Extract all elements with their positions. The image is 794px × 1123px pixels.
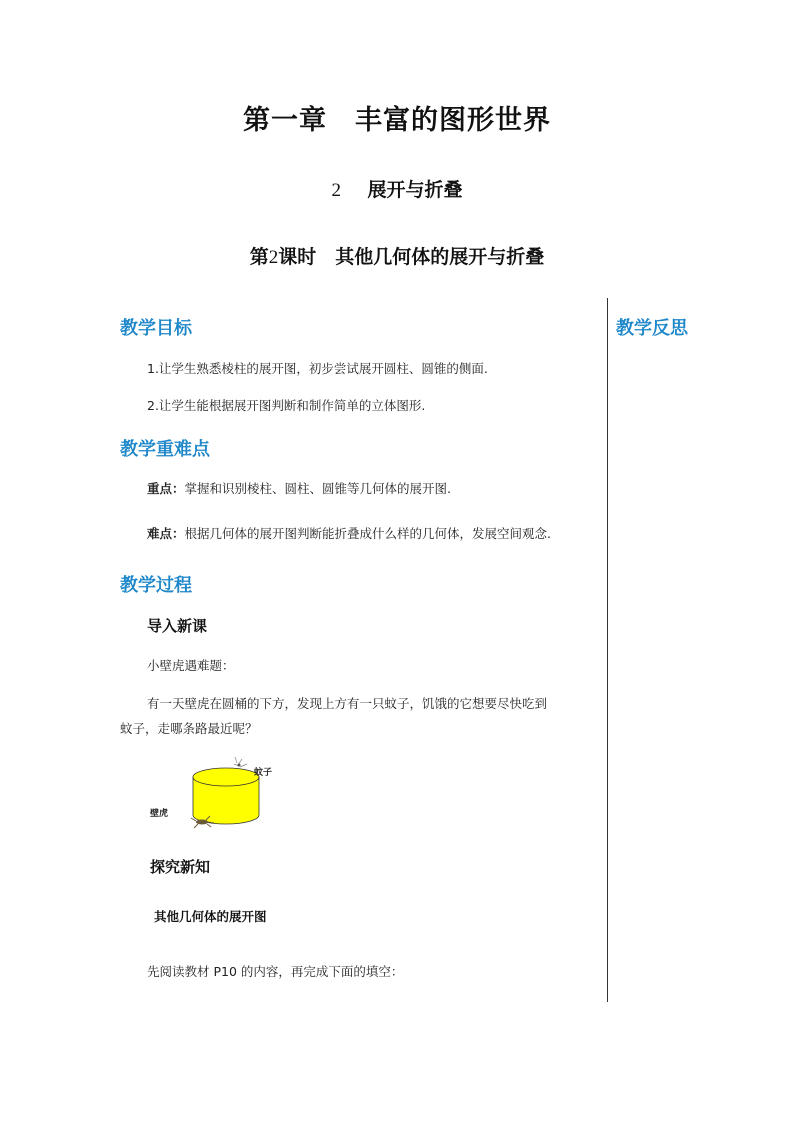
section-name: 展开与折叠: [367, 179, 463, 201]
objective-item-1: 1.让学生熟悉棱柱的展开图，初步尝试展开圆柱、圆锥的侧面.: [147, 361, 488, 376]
objective-item-2: 2.让学生能根据展开图判断和制作简单的立体图形.: [147, 398, 426, 413]
reflection-heading: 教学反思: [616, 318, 688, 339]
cylinder-top: [193, 768, 259, 786]
intro-title: 导入新课: [147, 617, 208, 635]
section-number: 2: [331, 180, 341, 201]
intro-paragraph-2-line-2: 蚊子，走哪条路最近呢？: [120, 721, 258, 736]
process-heading: 教学过程: [120, 575, 192, 596]
difficulty-label: 难点：: [147, 526, 185, 541]
explore-subtitle: 其他几何体的展开图: [154, 909, 267, 924]
lesson-prefix: 第: [249, 246, 269, 268]
lesson-title: [0, 242, 794, 269]
chapter-title: 第一章 丰富的图形世界: [243, 105, 551, 136]
section-title: [0, 175, 794, 202]
mosquito-icon: [234, 757, 247, 767]
gecko-label: 壁虎: [150, 809, 169, 819]
lesson-number: 2: [268, 247, 279, 268]
explore-paragraph-1: 先阅读教材 P10 的内容，再完成下面的填空：: [147, 964, 404, 979]
lesson-suffix: 课时 其他几何体的展开与折叠: [278, 246, 545, 268]
explore-title: 探究新知: [150, 858, 211, 876]
keypoints-heading: 教学重难点: [120, 439, 210, 460]
key-point-label: 重点：: [147, 481, 185, 496]
column-divider: [607, 298, 608, 1002]
objectives-heading: 教学目标: [120, 318, 192, 339]
difficulty-text: 根据几何体的展开图判断能折叠成什么样的几何体，发展空间观念.: [184, 526, 551, 541]
key-point-text: 掌握和识别棱柱、圆柱、圆锥等几何体的展开图.: [184, 481, 451, 496]
intro-paragraph-1: 小壁虎遇难题：: [147, 658, 235, 673]
intro-paragraph-2-line-1: 有一天壁虎在圆桶的下方，发现上方有一只蚊子，饥饿的它想要尽快吃到: [147, 696, 548, 711]
mosquito-label: 蚊子: [254, 768, 273, 778]
difficulty-point: [147, 524, 551, 542]
key-point: [147, 479, 451, 497]
